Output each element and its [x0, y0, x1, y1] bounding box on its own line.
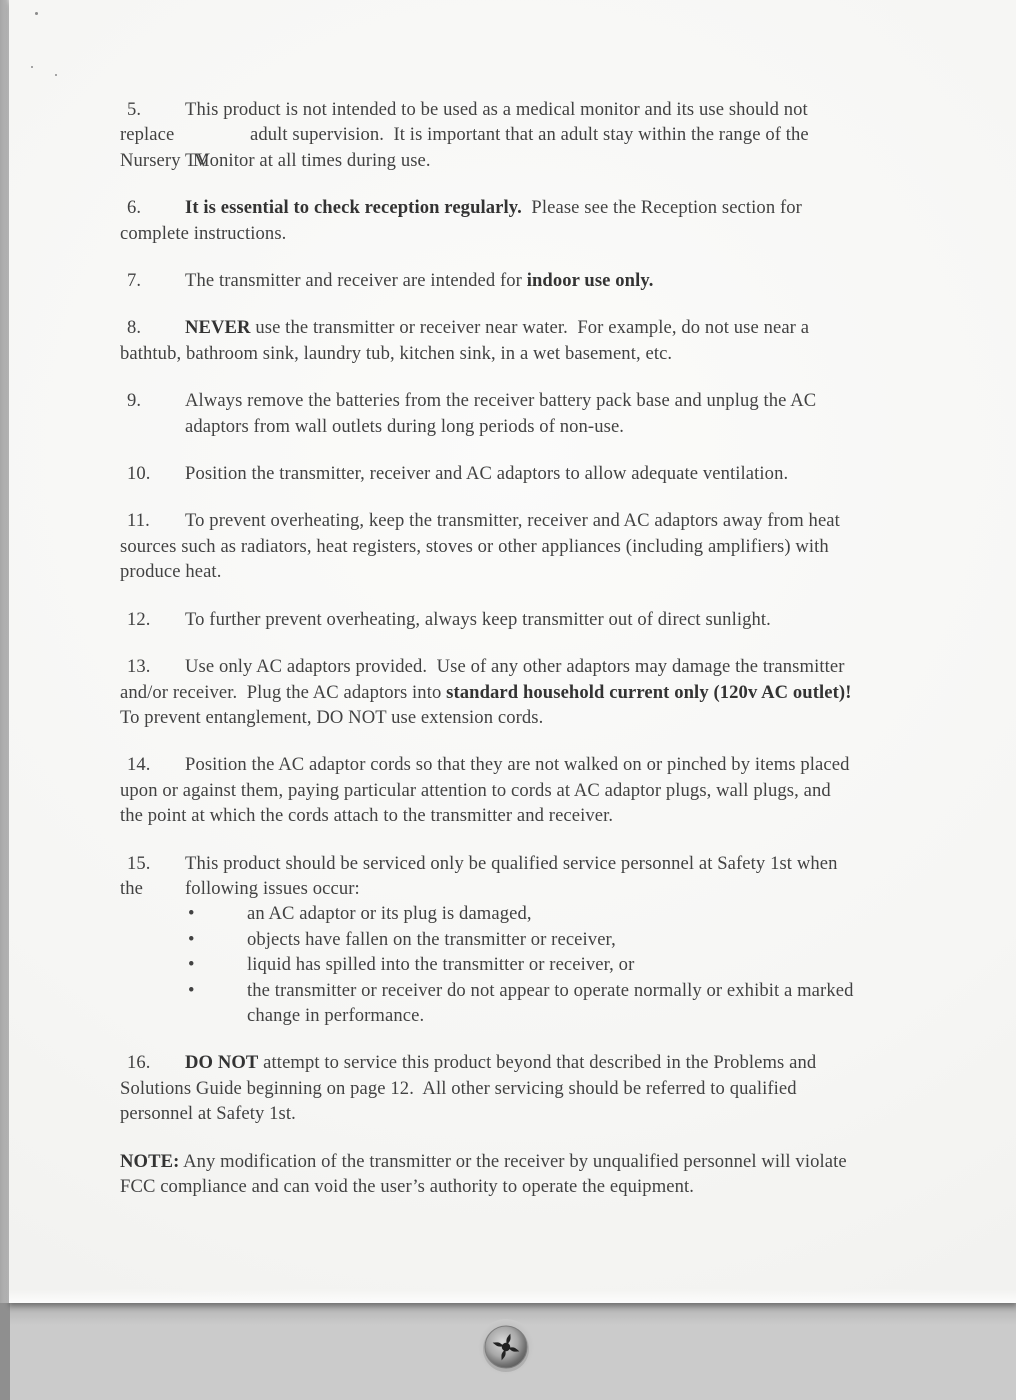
- instruction-item-12: [120, 607, 950, 632]
- item-text: the: [120, 877, 144, 899]
- item-text: bathtub, bathroom sink, laundry tub, kitchen sink, in a wet basement, etc.: [120, 342, 673, 364]
- instruction-item-13: [120, 654, 950, 730]
- item-number: 6.: [127, 197, 142, 219]
- item-text: the point at which the cords attach to the transmitter and receiver.: [120, 805, 614, 827]
- item-number: 9.: [127, 390, 142, 412]
- instruction-item-15: [120, 851, 950, 1029]
- instruction-item-5: [120, 97, 950, 173]
- item-text: upon or against them, paying particular attention to cords at AC adaptor plugs, wall plugs, and: [120, 779, 831, 801]
- scan-speckle: [35, 12, 38, 15]
- item-text: adaptors from wall outlets during long periods of non-use.: [185, 415, 625, 437]
- item-text: and/or receiver. Plug the AC adaptors into: [120, 681, 447, 703]
- item-number: 10.: [127, 463, 151, 485]
- item-text: following issues occur:: [185, 877, 360, 899]
- item-text: complete instructions.: [120, 222, 287, 244]
- item-text: Solutions Guide beginning on page 12. All other servicing should be referred to qualified: [120, 1077, 797, 1099]
- item-text: Nursery TV: [120, 149, 210, 171]
- instruction-item-16: [120, 1050, 950, 1126]
- item-text-bold: NEVER: [185, 317, 251, 339]
- item-text: Always remove the batteries from the receiver battery pack base and unplug the AC: [185, 390, 817, 412]
- item-text-bold: standard household current only (120v AC outlet)!: [446, 681, 852, 703]
- item-text: attempt to service this product beyond that described in the Problems and: [258, 1052, 817, 1074]
- backing-edge-strip: [0, 0, 9, 1303]
- bullet-icon: •: [188, 903, 195, 925]
- item-text: Use only AC adaptors provided. Use of any other adaptors may damage the transmitter: [185, 656, 845, 678]
- item-text: adult supervision. It is important that an adult stay within the range of the: [250, 124, 809, 146]
- bullet-text: the transmitter or receiver do not appear to operate normally or exhibit a marked: [247, 979, 854, 1001]
- mount-surface-left: [0, 1303, 10, 1400]
- item-text: Position the transmitter, receiver and AC adaptors to allow adequate ventilation.: [185, 463, 789, 485]
- bullet-item: [185, 952, 950, 977]
- item-text: The transmitter and receiver are intended for: [185, 270, 527, 292]
- instruction-item-9: [120, 388, 950, 439]
- scan-speckle: [55, 74, 57, 76]
- item-text: produce heat.: [120, 561, 222, 583]
- note-label: NOTE:: [120, 1150, 180, 1172]
- bullet-text: liquid has spilled into the transmitter or receiver, or: [247, 954, 635, 976]
- item-number: 7.: [127, 270, 142, 292]
- bullet-item: [185, 978, 950, 1003]
- item-text-bold: indoor use only.: [526, 270, 654, 292]
- bullet-text: change in performance.: [247, 1004, 425, 1026]
- item-text-bold: It is essential to check reception regularly.: [185, 197, 522, 219]
- item-text: To prevent overheating, keep the transmitter, receiver and AC adaptors away from heat: [185, 510, 840, 532]
- item-text: Please see the Reception section for: [521, 197, 802, 219]
- manual-text: [120, 97, 950, 1221]
- instruction-item-14: [120, 752, 950, 828]
- item-text: Monitor at all times during use.: [193, 149, 431, 171]
- instruction-item-11: [120, 508, 950, 584]
- bullet-item: [185, 901, 950, 926]
- bullet-icon: •: [188, 954, 195, 976]
- scan-speckle: [31, 66, 33, 68]
- item-number: 14.: [127, 754, 151, 776]
- item-number: 8.: [127, 317, 142, 339]
- item-text: replace: [120, 124, 175, 146]
- instruction-item-6: [120, 195, 950, 246]
- screw-icon: [478, 1319, 534, 1375]
- paper-sheet: [9, 0, 1016, 1303]
- item-number: 13.: [127, 656, 151, 678]
- note-text: Any modification of the transmitter or the receiver by unqualified personnel will violate: [179, 1150, 847, 1172]
- item-text: To prevent entanglement, DO NOT use extension cords.: [120, 706, 544, 728]
- item-text: sources such as radiators, heat registers, stoves or other appliances (including amplifiers) with: [120, 535, 829, 557]
- instruction-item-10: [120, 461, 950, 486]
- item-text: personnel at Safety 1st.: [120, 1103, 296, 1125]
- item-text: This product is not intended to be used as a medical monitor and its use should not: [185, 99, 808, 120]
- item-number: 5.: [127, 99, 142, 120]
- instruction-item-8: [120, 315, 950, 366]
- item-number: 16.: [127, 1052, 151, 1074]
- item-text: This product should be serviced only be qualified service personnel at Safety 1st when: [185, 852, 838, 874]
- item-number: 12.: [127, 608, 151, 630]
- note-text: FCC compliance and can void the user’s authority to operate the equipment.: [120, 1176, 695, 1197]
- bullet-text: an AC adaptor or its plug is damaged,: [247, 903, 532, 925]
- bullet-text: objects have fallen on the transmitter or receiver,: [247, 928, 616, 950]
- item-text: To further prevent overheating, always keep transmitter out of direct sunlight.: [185, 608, 771, 630]
- item-text: use the transmitter or receiver near water. For example, do not use near a: [250, 317, 810, 339]
- bullet-icon: •: [188, 928, 195, 950]
- item-number: 15.: [127, 852, 151, 874]
- item-text: Position the AC adaptor cords so that they are not walked on or pinched by items placed: [185, 754, 850, 776]
- bullet-item-continuation: [247, 1003, 950, 1028]
- item-number: 11.: [127, 510, 150, 532]
- instruction-item-7: [120, 268, 950, 293]
- bullet-item: [185, 927, 950, 952]
- note-paragraph: [120, 1149, 950, 1200]
- item-text-bold: DO NOT: [185, 1052, 259, 1074]
- bullet-icon: •: [188, 979, 195, 1001]
